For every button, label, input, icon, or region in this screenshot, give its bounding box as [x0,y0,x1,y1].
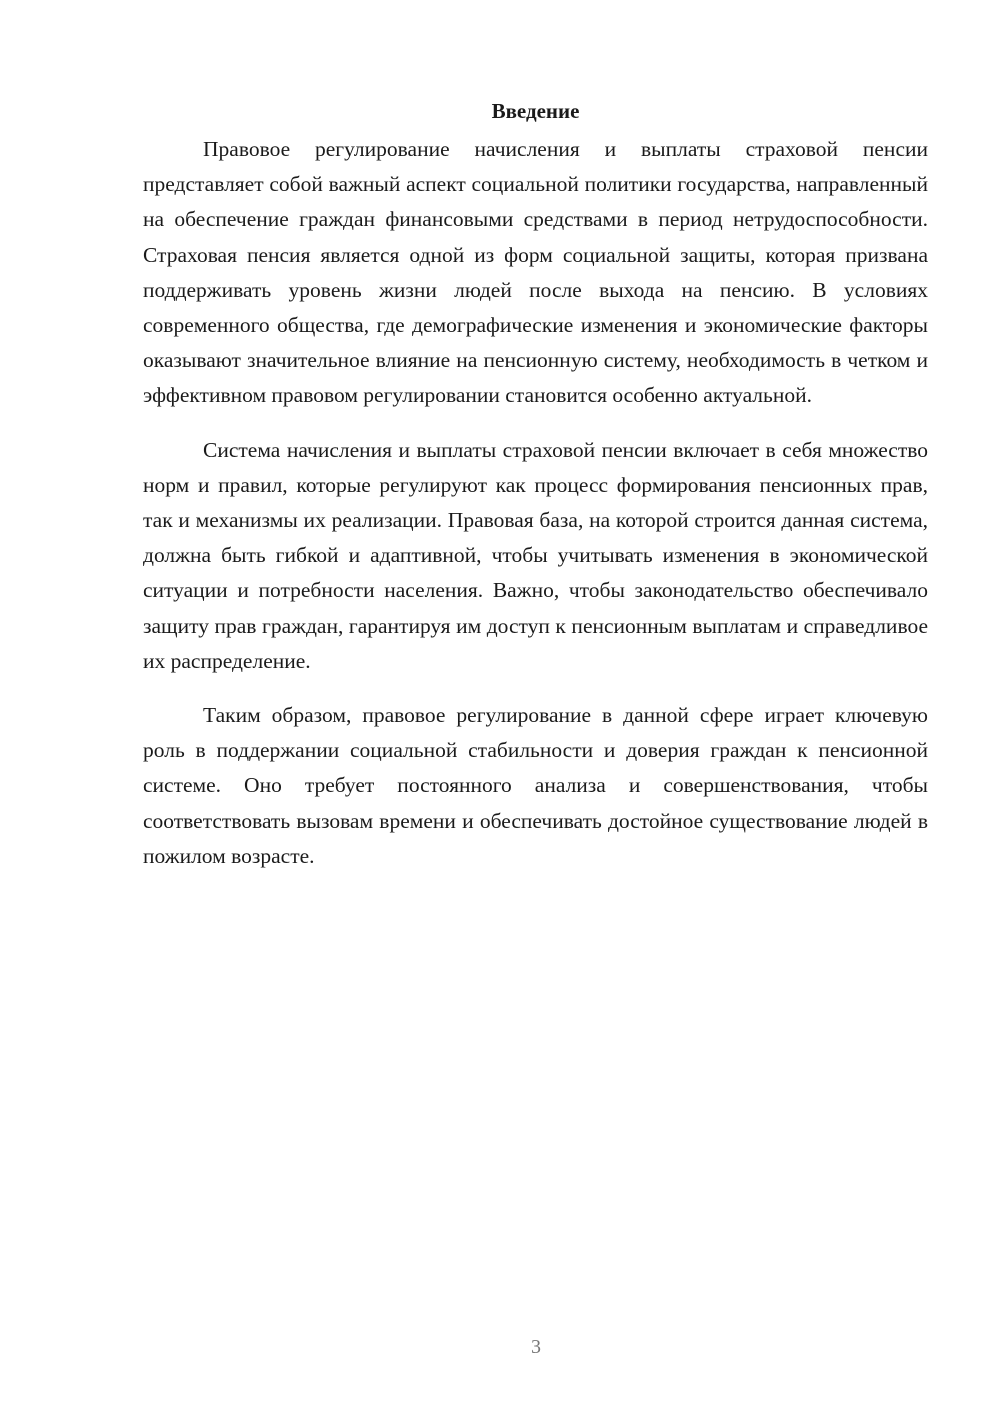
paragraph-3: Таким образом, правовое регулирование в данной сфере играет ключевую роль в поддержании социальной стабильности и доверия граждан к пенсионной системе. Оно требует постоянного анализа и совершенствования, чтобы соответствовать вызовам времени и обеспечивать достойное существование людей в пожилом возрасте. [143,703,928,868]
paragraph-2: Система начисления и выплаты страховой пенсии включает в себя множество норм и правил, которые регулируют как процесс формирования пенсионных прав, так и механизмы их реализации. Правовая база, на которой строится данная система, должна быть гибкой и адаптивной, чтобы учитывать изменения в экономической ситуации и потребности населения. Важно, чтобы законодательство обеспечивало защиту прав граждан, гарантируя им доступ к пенсионным выплатам и справедливое их распределение. [143,437,928,673]
section-heading: Введение [491,99,580,123]
page-number: 3 [531,1336,541,1358]
document-body [143,96,928,893]
paragraph-1: Правовое регулирование начисления и выплаты страховой пенсии представляет собой важный аспект социальной политики государства, направленный на обеспечение граждан финансовыми средствами в период нетрудоспособности. Страховая пенсия является одной из форм социальной защиты, которая призвана поддерживать уровень жизни людей после выхода на пенсию. В условиях современного общества, где демографические изменения и экономические факторы оказывают значительное влияние на пенсионную систему, необходимость в четком и эффективном правовом регулировании становится особенно актуальной. [143,137,928,408]
